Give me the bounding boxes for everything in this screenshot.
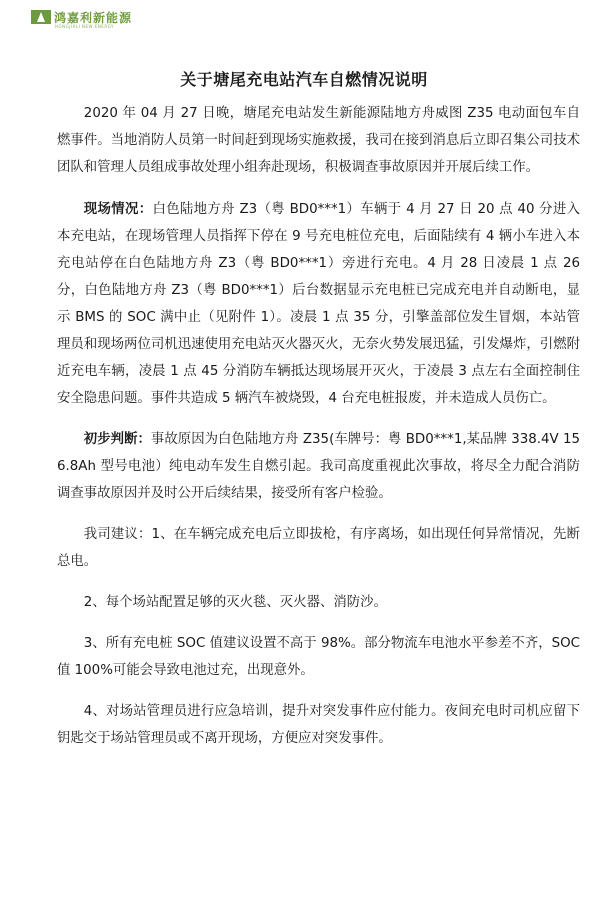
intro-paragraph: 2020 年 04 月 27 日晚，塘尾充电站发生新能源陆地方舟威图 Z35 电动面包车自燃事件。当地消防人员第一时间赶到现场实施救援，我司在接到消息后立即召集公司技术团队和管理人员组成事故处理小组奔赴现场，积极调查事故原因并开展后续工作。	[57, 106, 580, 175]
logo-mark-icon	[31, 10, 51, 24]
logo-subtitle: HONGJIALI NEW ENERGY	[55, 24, 114, 29]
suggestion-1: 我司建议：1、在车辆完成充电后立即拔枪，有序离场，如出现任何异常情况，先断总电。	[57, 527, 580, 569]
suggestion-2: 2、每个场站配置足够的灭火毯、灭火器、消防沙。	[83, 595, 387, 610]
judgment-label: 初步判断：	[83, 432, 151, 447]
scene-text: 白色陆地方舟 Z3（粤 BD0***1）车辆于 4 月 27 日 20 点 40 分进入本充电站，在现场管理人员指挥下停在 9 号充电桩位充电，后面陆续有 4 辆小车进入本充电站停在白色陆地方舟 Z3（粤 BD0***1）旁进行充电。4 月 28 日凌晨 1 点 26 分，白色陆地方舟 Z3（粤 BD0***1）后台数据显示充电桩已完成充电并自动断电，显示 BMS 的 SOC 满中止（见附件 1）。凌晨 1 点 35 分，引擎盖部位发生冒烟，本站管理员和现场两位司机迅速使用充电站灭火器灭火，无奈火势发展迅猛，引发爆炸，引燃附近充电车辆，凌晨 1 点 45 分消防车辆抵达现场展开灭火，于凌晨 3 点左右全面控制住安全隐患问题。事件共造成 5 辆汽车被烧毁，4 台充电桩报废，并未造成人员伤亡。	[57, 202, 580, 406]
scene-paragraph	[57, 196, 580, 412]
document-body	[57, 100, 580, 752]
judgment-text: 事故原因为白色陆地方舟 Z35(车牌号：粤 BD0***1,某品牌 338.4V 156.8Ah 型号电池）纯电动车发生自燃引起。我司高度重视此次事故，将尽全力配合消防调查事故原因并及时公开后续结果，接受所有客户检验。	[57, 432, 581, 501]
document-title: 关于塘尾充电站汽车自燃情况说明	[180, 69, 428, 89]
judgment-paragraph	[57, 426, 580, 507]
company-logo	[31, 9, 132, 25]
scene-label: 现场情况：	[83, 202, 153, 217]
suggestion-3: 3、所有充电桩 SOC 值建议设置不高于 98%。部分物流车电池水平参差不齐，SOC 值 100%可能会导致电池过充，出现意外。	[57, 636, 580, 678]
logo-text: 鸿嘉利新能源	[54, 10, 133, 25]
suggestion-4: 4、对场站管理员进行应急培训，提升对突发事件应付能力。夜间充电时司机应留下钥匙交于场站管理员或不离开现场，方便应对突发事件。	[57, 704, 580, 746]
